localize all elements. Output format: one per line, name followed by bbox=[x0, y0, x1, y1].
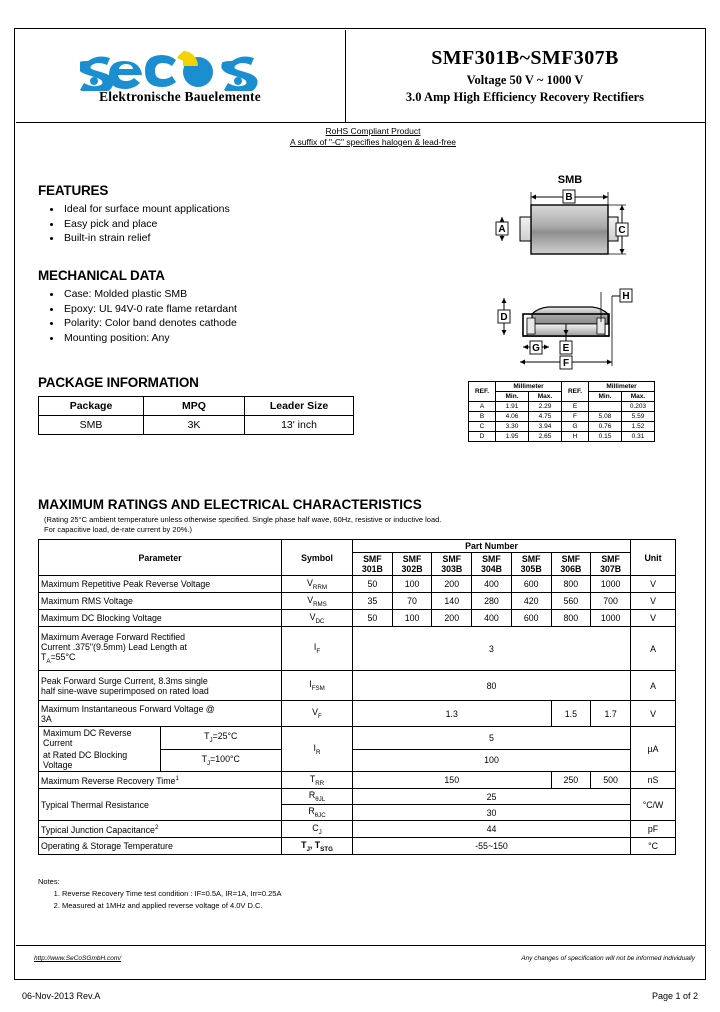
col-parameter: Parameter bbox=[39, 540, 282, 576]
cell-ref: C bbox=[469, 422, 496, 432]
list-item: Easy pick and place bbox=[64, 217, 230, 232]
cond-ir-100c bbox=[160, 749, 282, 772]
cell-value: 25 bbox=[353, 789, 631, 805]
sym-sub: DC bbox=[315, 617, 325, 625]
col-package: Package bbox=[39, 397, 144, 416]
title-block bbox=[346, 30, 705, 122]
pn-suffix: 306B bbox=[560, 564, 582, 574]
cell-package: SMB bbox=[39, 416, 144, 435]
col-smf301b bbox=[353, 553, 393, 576]
cell-value: 200 bbox=[432, 576, 472, 593]
cell-unit: pF bbox=[631, 821, 676, 838]
cell-value: 35 bbox=[353, 593, 393, 610]
cell-value: 50 bbox=[353, 610, 393, 627]
list-item: Epoxy: UL 94V-0 rate flame retardant bbox=[64, 302, 237, 315]
cond-main: T bbox=[41, 652, 47, 663]
symbol-vrms bbox=[282, 593, 353, 610]
package-top-view-diagram bbox=[470, 172, 670, 280]
cell-unit: nS bbox=[631, 772, 676, 789]
sym-main: V bbox=[312, 707, 319, 718]
table-row-ir-100c bbox=[39, 749, 676, 772]
cell-value: 100 bbox=[392, 576, 432, 593]
cell-value: 200 bbox=[432, 610, 472, 627]
cond-sub: A bbox=[46, 657, 51, 665]
package-drawing-label: SMB bbox=[557, 174, 583, 186]
param-vdc: Maximum DC Blocking Voltage bbox=[39, 610, 282, 627]
svg-text:H: H bbox=[622, 291, 630, 302]
cell-min: 0.15 bbox=[589, 432, 622, 442]
cell-min: 4.06 bbox=[496, 412, 529, 422]
cell-value: 70 bbox=[392, 593, 432, 610]
sym-main: V bbox=[307, 594, 314, 605]
table-row-vdc bbox=[39, 610, 676, 627]
param-ir-cont: at Rated DC Blocking Voltage bbox=[39, 749, 161, 772]
col-ref-2: REF. bbox=[562, 382, 589, 402]
cell-value: 50 bbox=[353, 576, 393, 593]
cell-unit: A bbox=[631, 671, 676, 701]
notes-list bbox=[38, 888, 281, 911]
param-text: Maximum Reverse Recovery Time bbox=[41, 775, 176, 786]
table-header-row bbox=[39, 397, 354, 416]
cell-mpq: 3K bbox=[144, 416, 245, 435]
cond-main: T bbox=[201, 753, 208, 764]
sym-main: C bbox=[312, 822, 319, 833]
cell-max: 5.59 bbox=[622, 412, 655, 422]
dimension-table-wrap bbox=[468, 381, 655, 442]
col-symbol: Symbol bbox=[282, 540, 353, 576]
cell-value: 400 bbox=[472, 610, 512, 627]
notes-section bbox=[38, 876, 281, 911]
cell-unit: V bbox=[631, 593, 676, 610]
sym-main: I bbox=[313, 742, 316, 753]
rohs-line1: RoHS Compliant Product bbox=[325, 126, 421, 136]
rohs-line2: A suffix of "-C" specifies halogen & lead-free bbox=[289, 137, 457, 147]
param-ifsm bbox=[39, 671, 282, 701]
table-row-cj bbox=[39, 821, 676, 838]
svg-text:A: A bbox=[498, 224, 506, 235]
cell-max: 3.94 bbox=[529, 422, 562, 432]
cond-post: =100°C bbox=[210, 753, 240, 764]
param-line-1: Maximum Instantaneous Forward Voltage @ bbox=[41, 703, 215, 714]
company-url[interactable]: http://www.SeCoSGmbH.com/ bbox=[34, 955, 122, 962]
list-item: Built-in strain relief bbox=[64, 231, 230, 246]
cond-sub: J bbox=[207, 759, 211, 767]
symbol-ifsm bbox=[282, 671, 353, 701]
table-header-row bbox=[39, 540, 676, 553]
col-smf307b bbox=[591, 553, 631, 576]
svg-text:E: E bbox=[562, 343, 570, 354]
cell-min: 5.08 bbox=[589, 412, 622, 422]
table-row-vrms bbox=[39, 593, 676, 610]
pn-suffix: 305B bbox=[520, 564, 542, 574]
table-row bbox=[469, 422, 655, 432]
sym-sub-2: STG bbox=[320, 845, 333, 853]
symbol-vf bbox=[282, 701, 353, 727]
list-item: Case: Molded plastic SMB bbox=[64, 287, 237, 302]
cell-unit: V bbox=[631, 701, 676, 727]
col-min-1: Min. bbox=[496, 392, 529, 402]
revision-date: 06-Nov-2013 Rev.A bbox=[22, 991, 101, 1001]
sym-main: T bbox=[309, 773, 316, 784]
svg-text:G: G bbox=[532, 343, 540, 354]
sym-sub: RR bbox=[315, 779, 325, 787]
cell-min: 1.95 bbox=[496, 432, 529, 442]
sym-sub: FSM bbox=[311, 684, 325, 692]
symbol-temp bbox=[282, 838, 353, 855]
sym-main: R bbox=[308, 790, 316, 801]
package-side-view-diagram bbox=[470, 282, 670, 378]
sym-sub: F bbox=[318, 712, 322, 720]
table-row bbox=[469, 402, 655, 412]
cell-value: 800 bbox=[551, 610, 591, 627]
sym-sub: θJL bbox=[315, 795, 326, 803]
max-ratings-note bbox=[44, 515, 676, 535]
sym-main: I bbox=[309, 679, 312, 690]
table-row-iav bbox=[39, 627, 676, 671]
note-line-2: For capacitive load, de-rate current by 20%.) bbox=[44, 525, 192, 534]
col-smf306b bbox=[551, 553, 591, 576]
col-smf304b bbox=[472, 553, 512, 576]
table-row bbox=[469, 412, 655, 422]
package-info-table bbox=[38, 396, 354, 435]
pn-prefix: SMF bbox=[402, 554, 422, 564]
cell-value: 3 bbox=[353, 627, 631, 671]
sym-main: I bbox=[313, 642, 317, 653]
sym-sub: J bbox=[306, 845, 310, 853]
col-smf303b bbox=[432, 553, 472, 576]
page-number: Page 1 of 2 bbox=[651, 991, 698, 1001]
table-row-trr bbox=[39, 772, 676, 789]
secos-logo-icon bbox=[80, 47, 280, 91]
svg-text:C: C bbox=[618, 225, 626, 236]
cell-value: 420 bbox=[511, 593, 551, 610]
features-heading: FEATURES bbox=[38, 183, 109, 198]
table-row-ir-25c bbox=[39, 727, 676, 750]
cell-max: 4.75 bbox=[529, 412, 562, 422]
param-vrrm: Maximum Repetitive Peak Reverse Voltage bbox=[39, 576, 282, 593]
param-trr bbox=[39, 772, 282, 789]
cond-ir-25c bbox=[160, 727, 282, 750]
max-ratings-heading: MAXIMUM RATINGS AND ELECTRICAL CHARACTERISTICS bbox=[38, 497, 422, 512]
sym-sub: RRM bbox=[312, 583, 327, 591]
cell-unit: V bbox=[631, 576, 676, 593]
page-title: SMF301B~SMF307B bbox=[431, 46, 619, 69]
secos-logo bbox=[80, 47, 280, 91]
cell-value: 100 bbox=[353, 749, 631, 772]
col-millimeter-2: Millimeter bbox=[589, 382, 655, 392]
col-smf305b bbox=[511, 553, 551, 576]
cell-ref: G bbox=[562, 422, 589, 432]
cell-value: 140 bbox=[432, 593, 472, 610]
cell-ref: D bbox=[469, 432, 496, 442]
cell-ref: B bbox=[469, 412, 496, 422]
cell-value: 30 bbox=[353, 805, 631, 821]
pn-suffix: 307B bbox=[600, 564, 622, 574]
cell-value: 250 bbox=[551, 772, 591, 789]
cell-value: 800 bbox=[551, 576, 591, 593]
cell-min: 0.76 bbox=[589, 422, 622, 432]
cell-value: 280 bbox=[472, 593, 512, 610]
col-min-2: Min. bbox=[589, 392, 622, 402]
cell-max: 2.29 bbox=[529, 402, 562, 412]
sym-sub: RMS bbox=[313, 600, 327, 608]
table-row-temp bbox=[39, 838, 676, 855]
note-line-1: (Rating 25°C ambient temperature unless otherwise specified. Single phase half wave, 60Hz, resistive or inductive load. bbox=[44, 515, 442, 524]
list-item: Mounting position: Any bbox=[64, 331, 237, 346]
ratings-table bbox=[38, 539, 676, 855]
cell-value: 44 bbox=[353, 821, 631, 838]
param-line-2: half sine-wave superimposed on rated load bbox=[41, 685, 209, 696]
table-row bbox=[469, 432, 655, 442]
sym-sub: F bbox=[316, 647, 321, 655]
cell-max: 0.203 bbox=[622, 402, 655, 412]
cond-post: =55°C bbox=[50, 652, 76, 663]
pn-suffix: 304B bbox=[480, 564, 502, 574]
dimension-table bbox=[468, 381, 655, 442]
param-temp: Operating & Storage Temperature bbox=[39, 838, 282, 855]
cell-value: 150 bbox=[353, 772, 552, 789]
package-info-heading: PACKAGE INFORMATION bbox=[38, 375, 199, 390]
table-row-vrrm bbox=[39, 576, 676, 593]
cell-unit: A bbox=[631, 627, 676, 671]
col-smf302b bbox=[392, 553, 432, 576]
cell-max: 2.65 bbox=[529, 432, 562, 442]
pn-prefix: SMF bbox=[561, 554, 581, 564]
voltage-range: Voltage 50 V ~ 1000 V bbox=[466, 72, 584, 87]
cell-min bbox=[589, 402, 622, 412]
cell-value: 1000 bbox=[591, 610, 631, 627]
cell-unit: °C bbox=[631, 838, 676, 855]
mechanical-list bbox=[38, 287, 237, 345]
features-list bbox=[38, 202, 230, 246]
pn-suffix: 301B bbox=[361, 564, 383, 574]
sym-sub: θJC bbox=[314, 811, 326, 819]
param-line-2: Current .375"(9.5mm) Lead Length at bbox=[41, 642, 187, 653]
pn-prefix: SMF bbox=[601, 554, 620, 564]
cell-ref: F bbox=[562, 412, 589, 422]
cell-value: 1.7 bbox=[591, 701, 631, 727]
cell-value: 600 bbox=[511, 576, 551, 593]
param-iav bbox=[39, 627, 282, 671]
col-part-number: Part Number bbox=[353, 540, 631, 553]
cell-value: 560 bbox=[551, 593, 591, 610]
svg-text:D: D bbox=[500, 312, 508, 323]
cell-unit: V bbox=[631, 610, 676, 627]
cell-value: 600 bbox=[511, 610, 551, 627]
list-item: Ideal for surface mount applications bbox=[64, 203, 230, 215]
col-max-1: Max. bbox=[529, 392, 562, 402]
param-cj bbox=[39, 821, 282, 838]
cond-sub: J bbox=[209, 737, 213, 745]
cell-value: 500 bbox=[591, 772, 631, 789]
sym-sub: J bbox=[318, 828, 322, 836]
sym-main: V bbox=[309, 611, 316, 622]
symbol-iav bbox=[282, 627, 353, 671]
cell-ref: E bbox=[562, 402, 589, 412]
sym-main: V bbox=[307, 577, 313, 588]
cell-unit: µA bbox=[631, 727, 676, 772]
rohs-note bbox=[258, 126, 488, 148]
footer-divider bbox=[16, 945, 705, 946]
cell-leader-size: 13' inch bbox=[245, 416, 354, 435]
col-ref-1: REF. bbox=[469, 382, 496, 402]
cell-value: 1000 bbox=[591, 576, 631, 593]
logo-subtitle: Elektronische Bauelemente bbox=[99, 88, 261, 104]
symbol-rthjc bbox=[282, 805, 353, 821]
param-ir: Maximum DC Reverse Current bbox=[39, 727, 161, 750]
sym-main-2: , T bbox=[309, 839, 321, 850]
cell-min: 1.91 bbox=[496, 402, 529, 412]
cell-value: 5 bbox=[353, 727, 631, 750]
symbol-ir bbox=[282, 727, 353, 772]
param-line-2: 3A bbox=[41, 713, 52, 724]
package-information-section bbox=[38, 375, 354, 435]
cell-ref: H bbox=[562, 432, 589, 442]
symbol-rthjl bbox=[282, 789, 353, 805]
col-leader-size: Leader Size bbox=[245, 397, 354, 416]
col-unit: Unit bbox=[631, 540, 676, 576]
symbol-vdc bbox=[282, 610, 353, 627]
cell-unit: °C/W bbox=[631, 789, 676, 821]
pn-prefix: SMF bbox=[363, 554, 382, 564]
cell-value: -55~150 bbox=[353, 838, 631, 855]
cond-post: =25°C bbox=[212, 731, 238, 742]
table-row-vf bbox=[39, 701, 676, 727]
footer-disclaimer: Any changes of specification will not be informed individually bbox=[521, 955, 695, 962]
max-ratings-section bbox=[38, 497, 676, 855]
symbol-vrrm bbox=[282, 576, 353, 593]
symbol-cj bbox=[282, 821, 353, 838]
param-vrms: Maximum RMS Voltage bbox=[39, 593, 282, 610]
param-text: Typical Junction Capacitance bbox=[41, 824, 155, 835]
logo-block bbox=[16, 30, 346, 122]
table-row-ifsm bbox=[39, 671, 676, 701]
cell-value: 1.3 bbox=[353, 701, 552, 727]
cell-value: 400 bbox=[472, 576, 512, 593]
product-description: 3.0 Amp High Efficiency Recovery Rectifiers bbox=[405, 89, 645, 104]
list-item: 2. Measured at 1MHz and applied reverse voltage of 4.0V D.C. bbox=[62, 900, 281, 911]
svg-text:F: F bbox=[562, 358, 570, 369]
sym-main: R bbox=[308, 806, 315, 817]
table-row-rthjl bbox=[39, 789, 676, 805]
sym-main: T bbox=[301, 839, 307, 850]
cell-value: 1.5 bbox=[551, 701, 591, 727]
param-line-1: Peak Forward Surge Current, 8.3ms single bbox=[41, 675, 208, 686]
table-header-row bbox=[469, 382, 655, 392]
cell-value: 80 bbox=[353, 671, 631, 701]
pn-suffix: 303B bbox=[441, 564, 463, 574]
mechanical-data-section bbox=[38, 268, 237, 345]
pn-prefix: SMF bbox=[482, 554, 501, 564]
mechanical-heading: MECHANICAL DATA bbox=[38, 268, 165, 283]
cell-value: 100 bbox=[392, 610, 432, 627]
param-vf bbox=[39, 701, 282, 727]
col-max-2: Max. bbox=[622, 392, 655, 402]
sym-sub: R bbox=[315, 748, 321, 756]
footnote-marker: 1 bbox=[175, 774, 179, 782]
list-item: Polarity: Color band denotes cathode bbox=[64, 317, 237, 329]
param-thermal-resistance: Typical Thermal Resistance bbox=[39, 789, 282, 821]
notes-heading: Notes: bbox=[38, 877, 60, 886]
pn-suffix: 302B bbox=[401, 564, 423, 574]
param-line-3 bbox=[41, 652, 279, 665]
col-millimeter-1: Millimeter bbox=[496, 382, 562, 392]
features-section bbox=[38, 183, 230, 246]
cell-max: 1.52 bbox=[622, 422, 655, 432]
svg-text:B: B bbox=[565, 192, 573, 203]
cell-value: 700 bbox=[591, 593, 631, 610]
footnote-marker: 2 bbox=[154, 823, 159, 831]
table-row bbox=[39, 416, 354, 435]
list-item: 1. Reverse Recovery Time test condition : IF=0.5A, IR=1A, Irr=0.25A bbox=[62, 888, 281, 899]
cell-min: 3.30 bbox=[496, 422, 529, 432]
cond-main: T bbox=[204, 731, 210, 742]
pn-prefix: SMF bbox=[521, 554, 541, 564]
cell-max: 0.31 bbox=[622, 432, 655, 442]
symbol-trr bbox=[282, 772, 353, 789]
col-mpq: MPQ bbox=[144, 397, 245, 416]
document-header bbox=[16, 30, 705, 123]
param-line-1: Maximum Average Forward Rectified bbox=[41, 632, 186, 643]
cell-ref: A bbox=[469, 402, 496, 412]
pn-prefix: SMF bbox=[442, 554, 462, 564]
